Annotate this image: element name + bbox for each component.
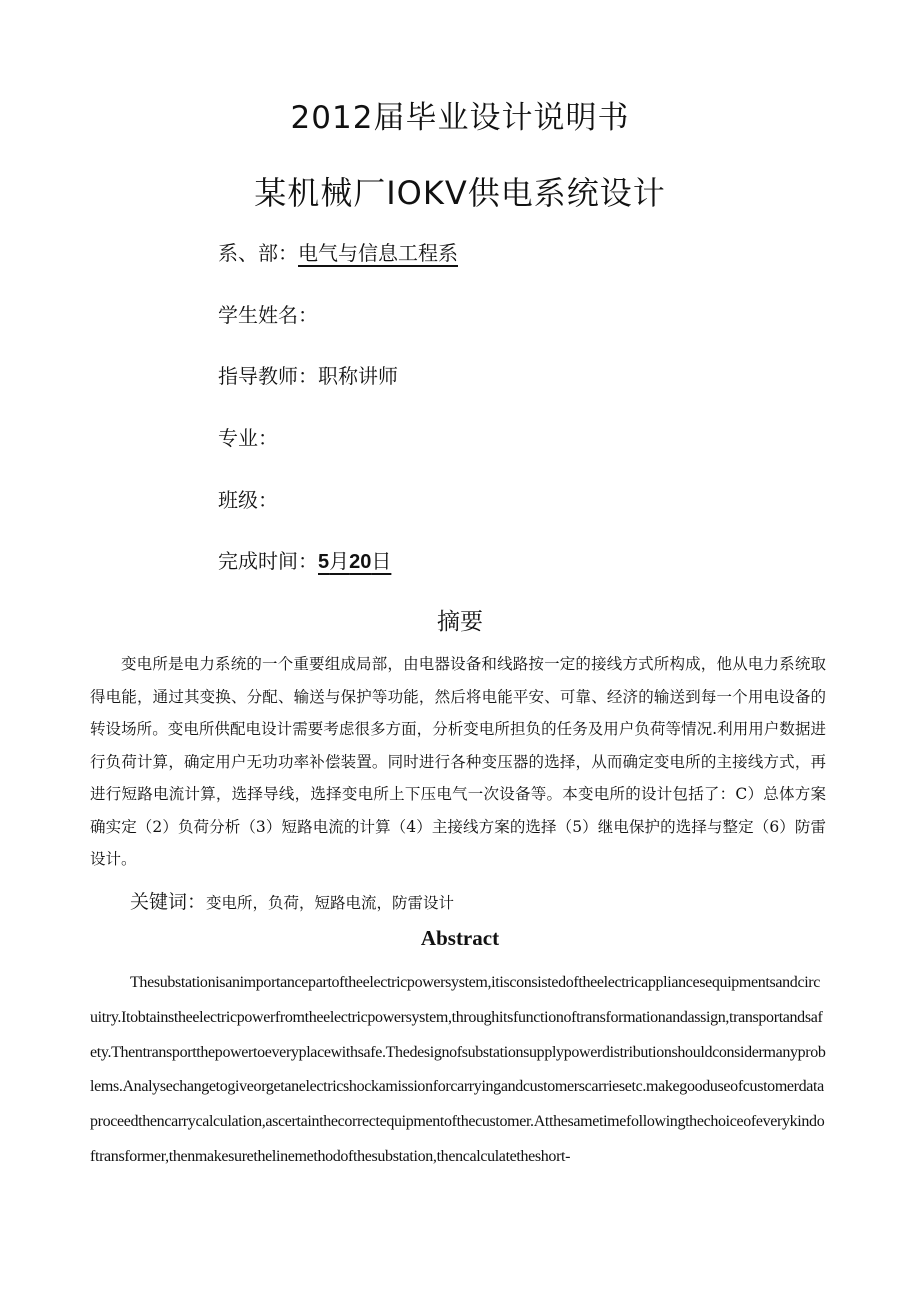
completion-month-number: 5 <box>318 551 330 573</box>
abstract-en-body: Thesubstationisanimportancepartoftheelectricpowersystem,itisconsistedoftheelectricappliancesequipmentsandcircuitry.Itobtainstheelectricpowerfromtheelectricpowersystem,throughitsfunctionoftransformationandassign,transportandsafety.Thentransportthepowertoeveryplacewithsafe.Thedesignofsubstationsupplypowerdistributionshouldconsidermanyproblems.Analysechangetogiveorgetanelectricshockamissionforcarryingandcustomerscarriesetc.makegooduseofcustomerdataproceedthencarrycalculation,ascertainthecorrectequipmentofthecustomer.Atthesametimefollowingthechoiceofeverykindoftransformer,thenmakesurethelinemethodofthesubstation,thencalculatetheshort- <box>90 974 826 1165</box>
completion-month-char: 月 <box>329 549 350 573</box>
class-field <box>218 485 278 515</box>
abstract-en-heading: Abstract <box>420 926 500 950</box>
advisor-label: 指导教师： <box>218 364 318 388</box>
completion-time-field <box>218 546 391 576</box>
completion-time-value <box>318 549 391 573</box>
keywords-value: 变电所，负荷，短路电流，防雷设计 <box>206 894 455 912</box>
abstract-cn-body: 变电所是电力系统的一个重要组成局部，由电器设备和线路按一定的接线方式所构成，他从电力系统取得电能，通过其变换、分配、输送与保护等功能，然后将电能平安、可靠、经济的输送到每一个用电设备的转设场所。变电所供配电设计需要考虑很多方面，分析变电所担负的任务及用户负荷等情况.利用用户数据进行负荷计算，确定用户无功功率补偿装置。同时进行各种变压器的选择，从而确定变电所的主接线方式，再进行短路电流计算，选择导线，选择变电所上下压电气一次设备等。本变电所的设计包括了：C）总体方案确实定（2）负荷分析（3）短路电流的计算（4）主接线方案的选择（5）继电保护的选择与整定（6）防雷设计。 <box>90 655 826 868</box>
student-name-label: 学生姓名： <box>218 303 318 327</box>
keywords-label: 关键词： <box>130 891 207 913</box>
major-label: 专业： <box>218 426 278 450</box>
advisor-field <box>218 361 398 391</box>
major-field <box>218 423 278 453</box>
class-label: 班级： <box>218 488 278 512</box>
project-title: 某机械厂IOKV供电系统设计 <box>254 174 666 212</box>
advisor-value: 职称讲师 <box>318 364 398 388</box>
completion-day-number: 20 <box>349 551 372 573</box>
completion-time-label: 完成时间： <box>218 549 318 573</box>
student-name-field <box>218 300 318 330</box>
keywords-line <box>130 886 454 919</box>
document-title: 2012届毕业设计说明书 <box>290 100 630 136</box>
department-field <box>218 238 458 268</box>
completion-day-char: 日 <box>371 549 392 573</box>
department-value: 电气与信息工程系 <box>298 241 458 265</box>
abstract-cn-heading: 摘要 <box>437 609 483 635</box>
department-label: 系、部： <box>218 241 298 265</box>
